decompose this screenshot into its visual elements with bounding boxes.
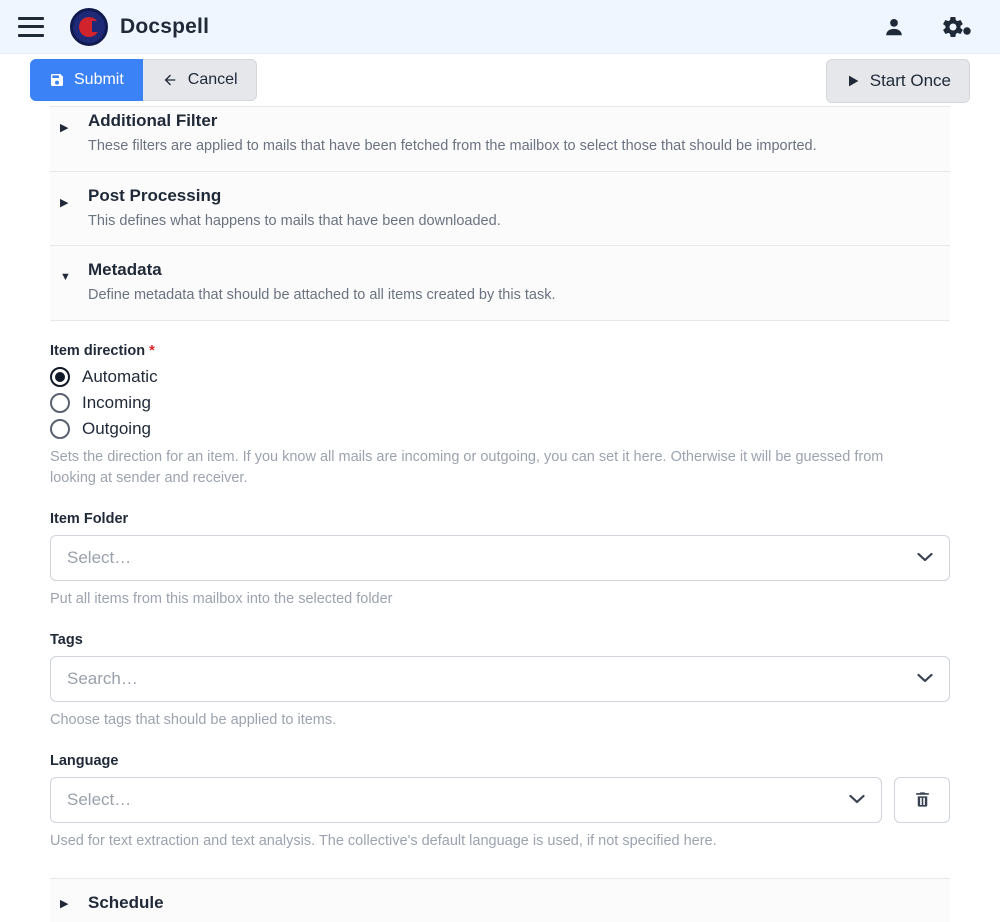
item-direction-help: Sets the direction for an item. If you know all mails are incoming or outgoing, you can set it here. Otherwise it will be guessed from looking at sender and receiver. [50, 448, 884, 486]
radio-label: Outgoing [82, 418, 151, 438]
tags-help: Choose tags that should be applied to items. [50, 711, 337, 728]
trash-icon [913, 789, 932, 810]
start-once-button[interactable] [826, 59, 970, 103]
cancel-button[interactable] [143, 59, 257, 101]
tags-label: Tags [50, 631, 83, 648]
main-content [0, 106, 1000, 922]
chevron-right-icon[interactable]: ▶ [60, 122, 69, 134]
radio-label: Automatic [82, 366, 158, 386]
tags-field [50, 632, 950, 731]
item-direction-label: Item direction * [50, 342, 155, 359]
chevron-right-icon[interactable]: ▶ [60, 196, 69, 209]
radio-indicator[interactable] [50, 393, 70, 413]
item-folder-label: Item Folder [50, 510, 129, 527]
radio-option-incoming[interactable] [50, 393, 950, 413]
play-icon [845, 73, 861, 89]
settings-accordion [50, 106, 950, 321]
submit-cancel-group [30, 59, 257, 101]
language-select[interactable] [50, 777, 882, 823]
radio-option-outgoing[interactable] [50, 419, 950, 439]
chevron-down-icon[interactable] [849, 792, 865, 807]
radio-indicator[interactable] [50, 367, 70, 387]
item-folder-value: Select… [67, 547, 132, 567]
accordion-description: Define metadata that should be attached to all items created by this task. [88, 287, 556, 304]
chevron-down-icon[interactable] [917, 550, 933, 565]
required-marker: * [149, 342, 155, 359]
accordion-title: Schedule [88, 892, 164, 912]
item-folder-select[interactable] [50, 535, 950, 581]
arrow-left-icon [161, 72, 179, 88]
accordion-title: Metadata [88, 260, 162, 280]
submit-button[interactable] [30, 59, 143, 101]
brand [70, 8, 209, 46]
schedule-accordion [50, 878, 950, 922]
accordion-item-post-processing[interactable] [50, 172, 950, 247]
chevron-right-icon[interactable]: ▶ [60, 897, 69, 910]
save-icon [49, 72, 65, 88]
accordion-item-metadata[interactable] [50, 246, 950, 321]
start-once-button-label: Start Once [869, 71, 951, 90]
item-folder-help: Put all items from this mailbox into the selected folder [50, 590, 393, 607]
accordion-item-additional-filter[interactable] [50, 107, 950, 172]
chevron-down-icon[interactable] [917, 671, 933, 686]
submit-button-label: Submit [74, 71, 124, 88]
accordion-title: Post Processing [88, 185, 222, 205]
chevron-down-icon[interactable]: ▼ [60, 271, 71, 284]
tags-select[interactable] [50, 656, 950, 702]
radio-option-automatic[interactable] [50, 367, 950, 387]
accordion-item-schedule[interactable] [50, 879, 950, 922]
accordion-description: This defines what happens to mails that have been downloaded. [88, 212, 501, 229]
gear-icon[interactable] [941, 15, 972, 39]
form-action-bar [0, 54, 1000, 106]
language-field [50, 753, 950, 852]
language-help: Used for text extraction and text analysis. The collective's default language is used, if not specified here. [50, 832, 717, 849]
tags-value: Search… [67, 668, 138, 688]
accordion-description: These filters are applied to mails that have been fetched from the mailbox to select those that should be imported. [88, 138, 817, 154]
cancel-button-label: Cancel [187, 71, 238, 88]
radio-label: Incoming [82, 392, 151, 412]
language-label: Language [50, 752, 119, 769]
hamburger-icon[interactable] [18, 17, 44, 37]
docspell-logo-icon [70, 8, 108, 46]
language-value: Select… [67, 789, 132, 809]
brand-name: Docspell [120, 14, 210, 38]
top-navigation-bar [0, 0, 1000, 54]
item-direction-field [50, 343, 950, 489]
language-clear-button[interactable] [894, 777, 950, 823]
user-icon[interactable] [883, 16, 905, 38]
accordion-title: Additional Filter [88, 111, 218, 130]
item-folder-field [50, 511, 950, 610]
radio-indicator[interactable] [50, 419, 70, 439]
